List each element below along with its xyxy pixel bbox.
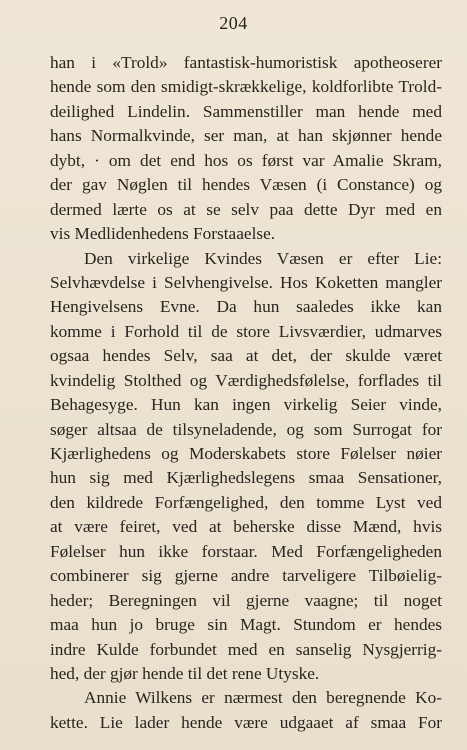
page-number: 204 <box>219 13 248 33</box>
text-line: hun sig med Kjærlighedslegens smaa Sensationer, <box>50 468 442 488</box>
text-line: heder; Beregningen vil gjerne vaagne; til noget <box>50 590 442 610</box>
text-line: komme i Forhold til de store Livsværdier, udmarves <box>50 321 442 341</box>
text-line: der gav Nøglen til hendes Væsen (i Constance) og <box>50 175 442 195</box>
text-line: hans Normalkvinde, ser man, at han skjønner hende <box>50 126 442 146</box>
text-line: søger altsaa de tilsyneladende, og som Surrogat for <box>50 419 442 439</box>
body-text <box>50 51 442 735</box>
text-line: combinerer sig gjerne andre tarveligere Tilbøielig- <box>50 566 442 586</box>
text-line: ogsaa hendes Selv, saa at det, der skulde været <box>50 346 442 366</box>
text-line: han i «Trold» fantastisk-humoristisk apotheoserer <box>50 53 442 72</box>
text-line: at være feiret, ved at beherske disse Mænd, hvis <box>50 517 442 537</box>
text-line: indre Kulde forbundet med en sanselig Nysgjerrig- <box>50 639 442 659</box>
text-line: den kildrede Forfængelighed, den tomme Lyst ved <box>50 492 442 512</box>
text-line: deilighed Lindelin. Sammenstiller man hende med <box>50 101 442 121</box>
text-line: Behagesyge. Hun kan ingen virkelig Seier vinde, <box>50 395 442 415</box>
text-line: Den virkelige Kvindes Væsen er efter Lie: <box>84 248 442 268</box>
text-line: maa hun jo bruge sin Magt. Stundom er hendes <box>50 615 442 635</box>
text-line: dermed lærte os at se selv paa dette Dyr med en <box>50 199 442 219</box>
text-line: hende som den smidigt-skrækkelige, koldforlibte Trold- <box>50 77 442 97</box>
text-line: Selvhævdelse i Selvhengivelse. Hos Koketten mangler <box>50 272 442 292</box>
text-line: Annie Wilkens er nærmest den beregnende Ko- <box>84 688 442 708</box>
text-line: Hengivelsens Evne. Da hun saaledes ikke kan <box>50 297 442 317</box>
text-line: kvindelig Stolthed og Værdighedsfølelse, forflades til <box>50 370 442 390</box>
text-line: hed, der gjør hende til det rene Utyske. <box>50 663 320 683</box>
text-line: dybt, · om det end hos os først var Amalie Skram, <box>50 150 442 170</box>
text-line: Kjærlighedens og Moderskabets store Følelser nøier <box>50 444 442 463</box>
text-line: vis Medlidenhedens Forstaaelse. <box>50 224 276 244</box>
text-line: kette. Lie lader hende være udgaaet af smaa For <box>50 712 442 732</box>
text-line: Følelser hun ikke forstaar. Med Forfængeligheden <box>50 541 442 561</box>
